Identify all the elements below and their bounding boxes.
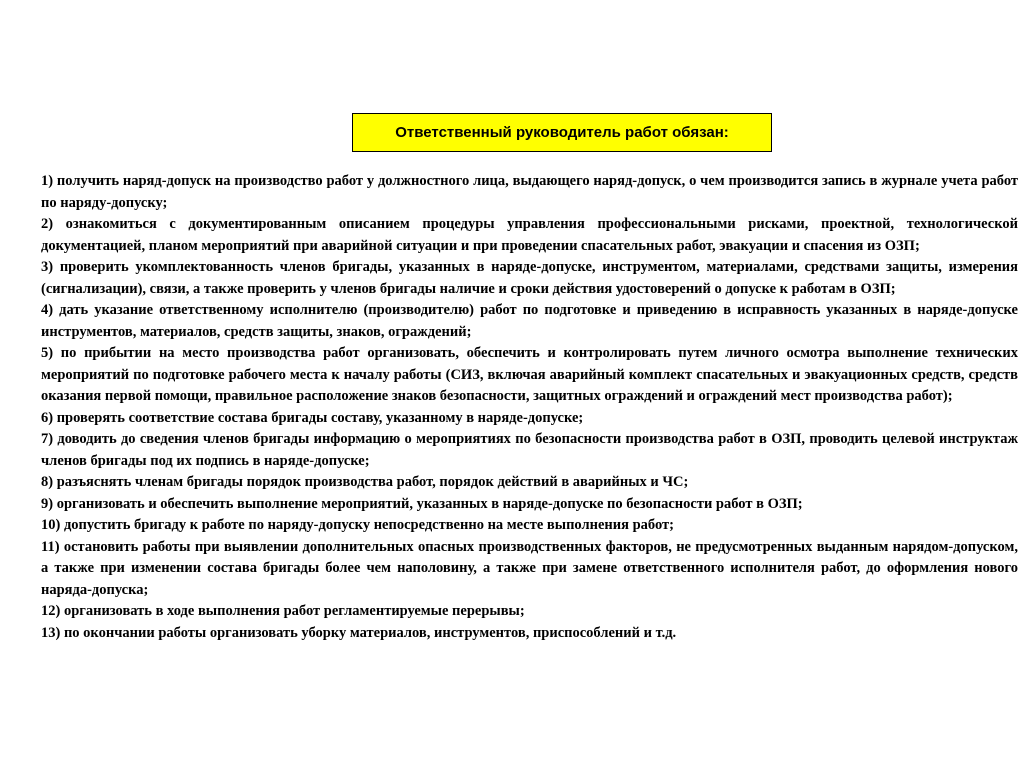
duty-item-10: 10) допустить бригаду к работе по наряду-допуску непосредственно на месте выполнения работ; [41, 517, 674, 533]
duty-item-1: 1) получить наряд-допуск на производство работ у должностного лица, выдающего наряд-допуск, о чем производится запись в журнале учета работ по наряду-допуску; [41, 173, 1018, 211]
slide-title-text: Ответственный руководитель работ обязан: [395, 124, 729, 141]
duty-item-4: 4) дать указание ответственному исполнителю (производителю) работ по подготовке и приведению в исправность указанных в наряде-допуске инструментов, материалов, средств защиты, знаков, ограждений; [41, 302, 1018, 340]
slide-title [352, 113, 772, 152]
duties-list [41, 171, 1018, 644]
duty-item-11: 11) остановить работы при выявлении дополнительных опасных производственных факторов, не предусмотренных выданным нарядом-допуском, а также при изменении состава бригады более чем наполовину, а также при замене ответственного исполнителя работ, до оформления нового наряда-допуска; [41, 538, 1018, 598]
duty-item-12: 12) организовать в ходе выполнения работ регламентируемые перерывы; [41, 603, 525, 619]
duty-item-2: 2) ознакомиться с документированным описанием процедуры управления профессиональными рисками, проектной, технологической документацией, планом мероприятий при аварийной ситуации и при проведении спасательных работ, эвакуации и спасения из ОЗП; [41, 216, 1018, 254]
duty-item-6: 6) проверять соответствие состава бригады составу, указанному в наряде-допуске; [41, 409, 584, 426]
duty-item-13: 13) по окончании работы организовать уборку материалов, инструментов, приспособлений и т.д. [41, 624, 677, 641]
duty-item-3: 3) проверить укомплектованность членов бригады, указанных в наряде-допуске, инструментом, материалами, средствами защиты, измерения (сигнализации), связи, а также проверить у членов бригады наличие и сроки действия удостоверений о допуске к работам в ОЗП; [41, 259, 1018, 297]
duty-item-9: 9) организовать и обеспечить выполнение мероприятий, указанных в наряде-допуске по безопасности работ в ОЗП; [41, 495, 803, 512]
duty-item-8: 8) разъяснять членам бригады порядок производства работ, порядок действий в аварийных и ЧС; [41, 474, 689, 490]
duty-item-7: 7) доводить до сведения членов бригады информацию о мероприятиях по безопасности производства работ в ОЗП, проводить целевой инструктаж членов бригады под их подпись в наряде-допуске; [41, 431, 1018, 469]
duty-item-5: 5) по прибытии на место производства работ организовать, обеспечить и контролировать путем личного осмотра выполнение технических мероприятий по подготовке рабочего места к началу работы (СИЗ, включая аварийный комплект спасательных и эвакуационных средств, средств оказания первой помощи, правильное расположение знаков безопасности, защитных ограждений и ограждений мест производства работ); [41, 345, 1018, 404]
